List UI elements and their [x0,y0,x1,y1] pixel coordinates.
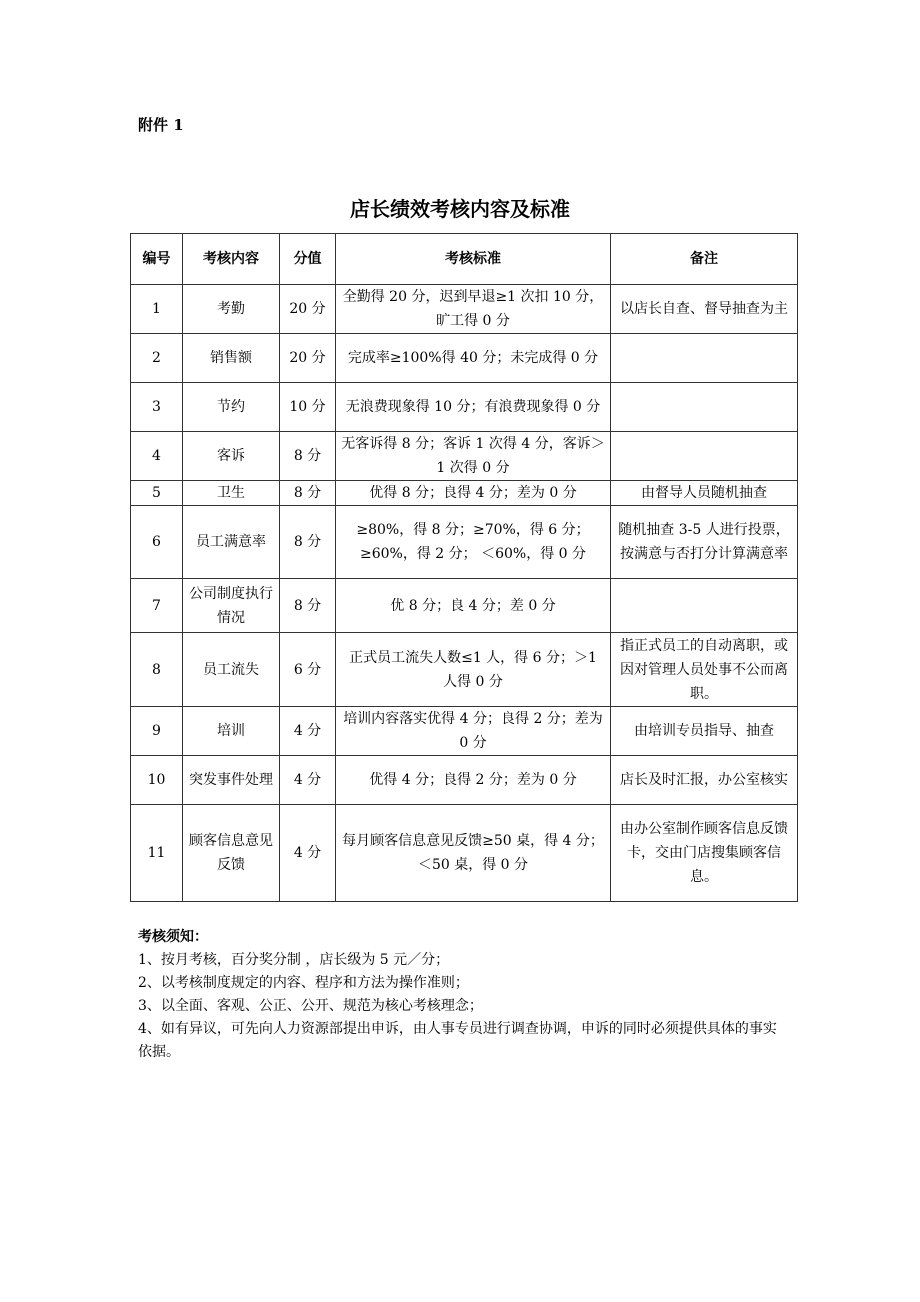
cell-item: 培训 [183,707,280,756]
cell-standard: 全勤得 20 分，迟到早退≥1 次扣 10 分，旷工得 0 分 [336,285,611,334]
assessment-table [130,233,798,902]
cell-item: 节约 [183,383,280,432]
header-standard: 考核标准 [336,234,611,285]
cell-standard: 正式员工流失人数≤1 人，得 6 分；＞1 人得 0 分 [336,633,611,707]
header-score: 分值 [280,234,336,285]
cell-no: 1 [131,285,183,334]
table-row [131,334,798,383]
cell-standard: 培训内容落实优得 4 分；良得 2 分；差为 0 分 [336,707,611,756]
assessment-notes [138,926,788,1064]
cell-score: 10 分 [280,383,336,432]
cell-item: 卫生 [183,481,280,506]
cell-standard: 每月顾客信息意见反馈≥50 桌，得 4 分；＜50 桌，得 0 分 [336,805,611,902]
cell-standard: ≥80%，得 8 分；≥70%，得 6 分；≥60%，得 2 分； ＜60%，得 0 分 [336,506,611,579]
cell-standard: 无客诉得 8 分；客诉 1 次得 4 分，客诉＞1 次得 0 分 [336,432,611,481]
cell-remark: 由办公室制作顾客信息反馈卡，交由门店搜集顾客信息。 [611,805,798,902]
cell-score: 8 分 [280,481,336,506]
cell-no: 5 [131,481,183,506]
cell-score: 4 分 [280,756,336,805]
cell-remark [611,383,798,432]
header-no: 编号 [131,234,183,285]
cell-score: 8 分 [280,506,336,579]
page-title: 店长绩效考核内容及标准 [350,197,570,221]
cell-score: 20 分 [280,334,336,383]
table-row [131,633,798,707]
table-row [131,432,798,481]
cell-remark [611,579,798,633]
table-row [131,756,798,805]
cell-item: 公司制度执行情况 [183,579,280,633]
cell-standard: 优得 8 分；良得 4 分；差为 0 分 [336,481,611,506]
cell-no: 10 [131,756,183,805]
cell-item: 客诉 [183,432,280,481]
cell-item: 销售额 [183,334,280,383]
table-row [131,579,798,633]
cell-no: 11 [131,805,183,902]
cell-score: 4 分 [280,707,336,756]
header-item: 考核内容 [183,234,280,285]
cell-no: 2 [131,334,183,383]
cell-score: 20 分 [280,285,336,334]
cell-no: 6 [131,506,183,579]
table-header-row [131,234,798,285]
cell-no: 9 [131,707,183,756]
cell-remark [611,432,798,481]
cell-score: 6 分 [280,633,336,707]
table-row [131,285,798,334]
cell-score: 8 分 [280,579,336,633]
table-row [131,506,798,579]
cell-remark: 随机抽查 3-5 人进行投票，按满意与否打分计算满意率 [611,506,798,579]
table-row [131,707,798,756]
cell-remark: 由督导人员随机抽查 [611,481,798,506]
cell-item: 考勤 [183,285,280,334]
cell-standard: 无浪费现象得 10 分；有浪费现象得 0 分 [336,383,611,432]
table-row [131,481,798,506]
note-item: 2、以考核制度规定的内容、程序和方法为操作准则； [138,975,469,991]
cell-item: 顾客信息意见反馈 [183,805,280,902]
cell-score: 4 分 [280,805,336,902]
notes-heading: 考核须知： [138,929,208,945]
cell-standard: 完成率≥100%得 40 分；未完成得 0 分 [336,334,611,383]
cell-item: 员工流失 [183,633,280,707]
cell-no: 4 [131,432,183,481]
cell-score: 8 分 [280,432,336,481]
cell-remark: 店长及时汇报，办公室核实 [611,756,798,805]
note-item: 4、如有异议，可先向人力资源部提出申诉，由人事专员进行调查协调，申诉的同时必须提供具体的事实依据。 [138,1021,777,1060]
cell-standard: 优得 4 分；良得 2 分；差为 0 分 [336,756,611,805]
cell-remark [611,334,798,383]
cell-standard: 优 8 分；良 4 分；差 0 分 [336,579,611,633]
cell-item: 员工满意率 [183,506,280,579]
cell-item: 突发事件处理 [183,756,280,805]
attachment-label: 附件 1 [138,116,184,134]
cell-remark: 由培训专员指导、抽查 [611,707,798,756]
note-item: 1、按月考核，百分奖分制 ，店长级为 5 元／分； [138,952,450,968]
cell-remark: 指正式员工的自动离职，或因对管理人员处事不公而离职。 [611,633,798,707]
table-row [131,383,798,432]
cell-no: 3 [131,383,183,432]
cell-no: 8 [131,633,183,707]
header-remark: 备注 [611,234,798,285]
table-row [131,805,798,902]
note-item: 3、以全面、客观、公正、公开、规范为核心考核理念； [138,998,483,1014]
cell-remark: 以店长自查、督导抽查为主 [611,285,798,334]
cell-no: 7 [131,579,183,633]
